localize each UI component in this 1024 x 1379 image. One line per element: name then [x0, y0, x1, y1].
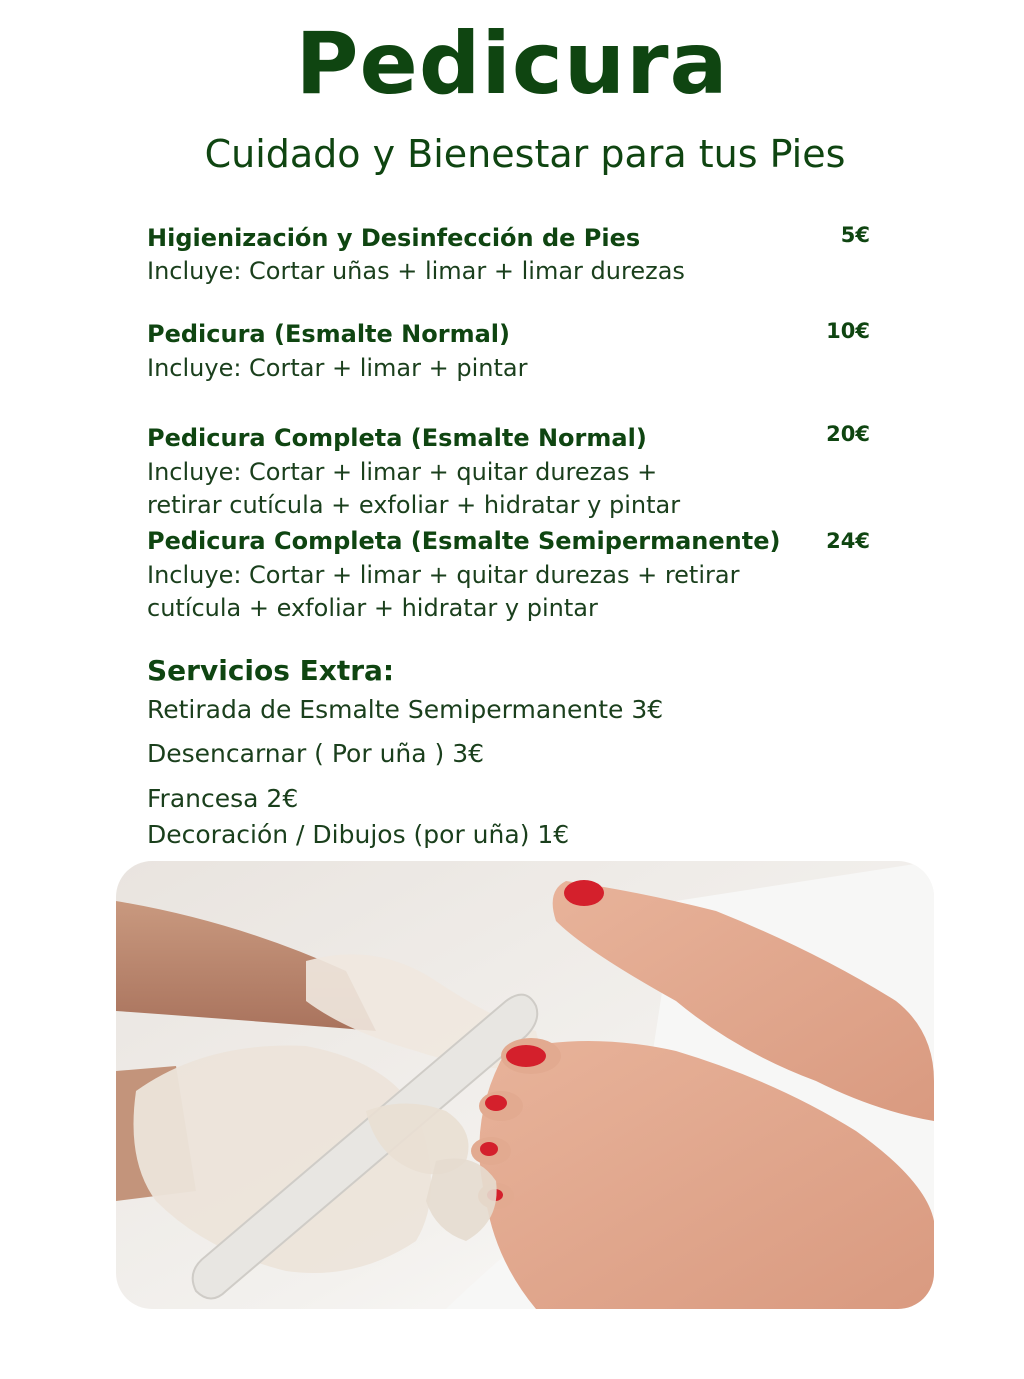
extra-item: Retirada de Esmalte Semipermanente 3€ [147, 695, 664, 724]
service-description: Incluye: Cortar + limar + quitar durezas + [147, 458, 658, 486]
service-name: Pedicura Completa (Esmalte Semipermanente) [147, 527, 781, 555]
service-price: 24€ [826, 529, 870, 553]
service-price: 20€ [826, 422, 870, 446]
service-description: Incluye: Cortar uñas + limar + limar durezas [147, 257, 685, 285]
service-description: Incluye: Cortar + limar + quitar durezas + retirar [147, 561, 740, 589]
service-description: Incluye: Cortar + limar + pintar [147, 354, 528, 382]
page-subtitle: Cuidado y Bienestar para tus Pies [204, 132, 846, 176]
pedicure-photo [116, 861, 934, 1309]
page-title: Pedicura [295, 14, 729, 114]
service-name: Pedicura Completa (Esmalte Normal) [147, 424, 647, 452]
extra-item: Decoración / Dibujos (por uña) 1€ [147, 820, 570, 849]
service-description: retirar cutícula + exfoliar + hidratar y pintar [147, 491, 681, 519]
service-description: cutícula + exfoliar + hidratar y pintar [147, 594, 598, 622]
extra-item: Desencarnar ( Por uña ) 3€ [147, 739, 485, 768]
service-price: 10€ [826, 319, 870, 343]
extras-title: Servicios Extra: [147, 654, 395, 687]
service-price: 5€ [840, 223, 870, 247]
service-name: Pedicura (Esmalte Normal) [147, 320, 510, 348]
service-name: Higienización y Desinfección de Pies [147, 224, 641, 252]
extra-item: Francesa 2€ [147, 784, 299, 813]
